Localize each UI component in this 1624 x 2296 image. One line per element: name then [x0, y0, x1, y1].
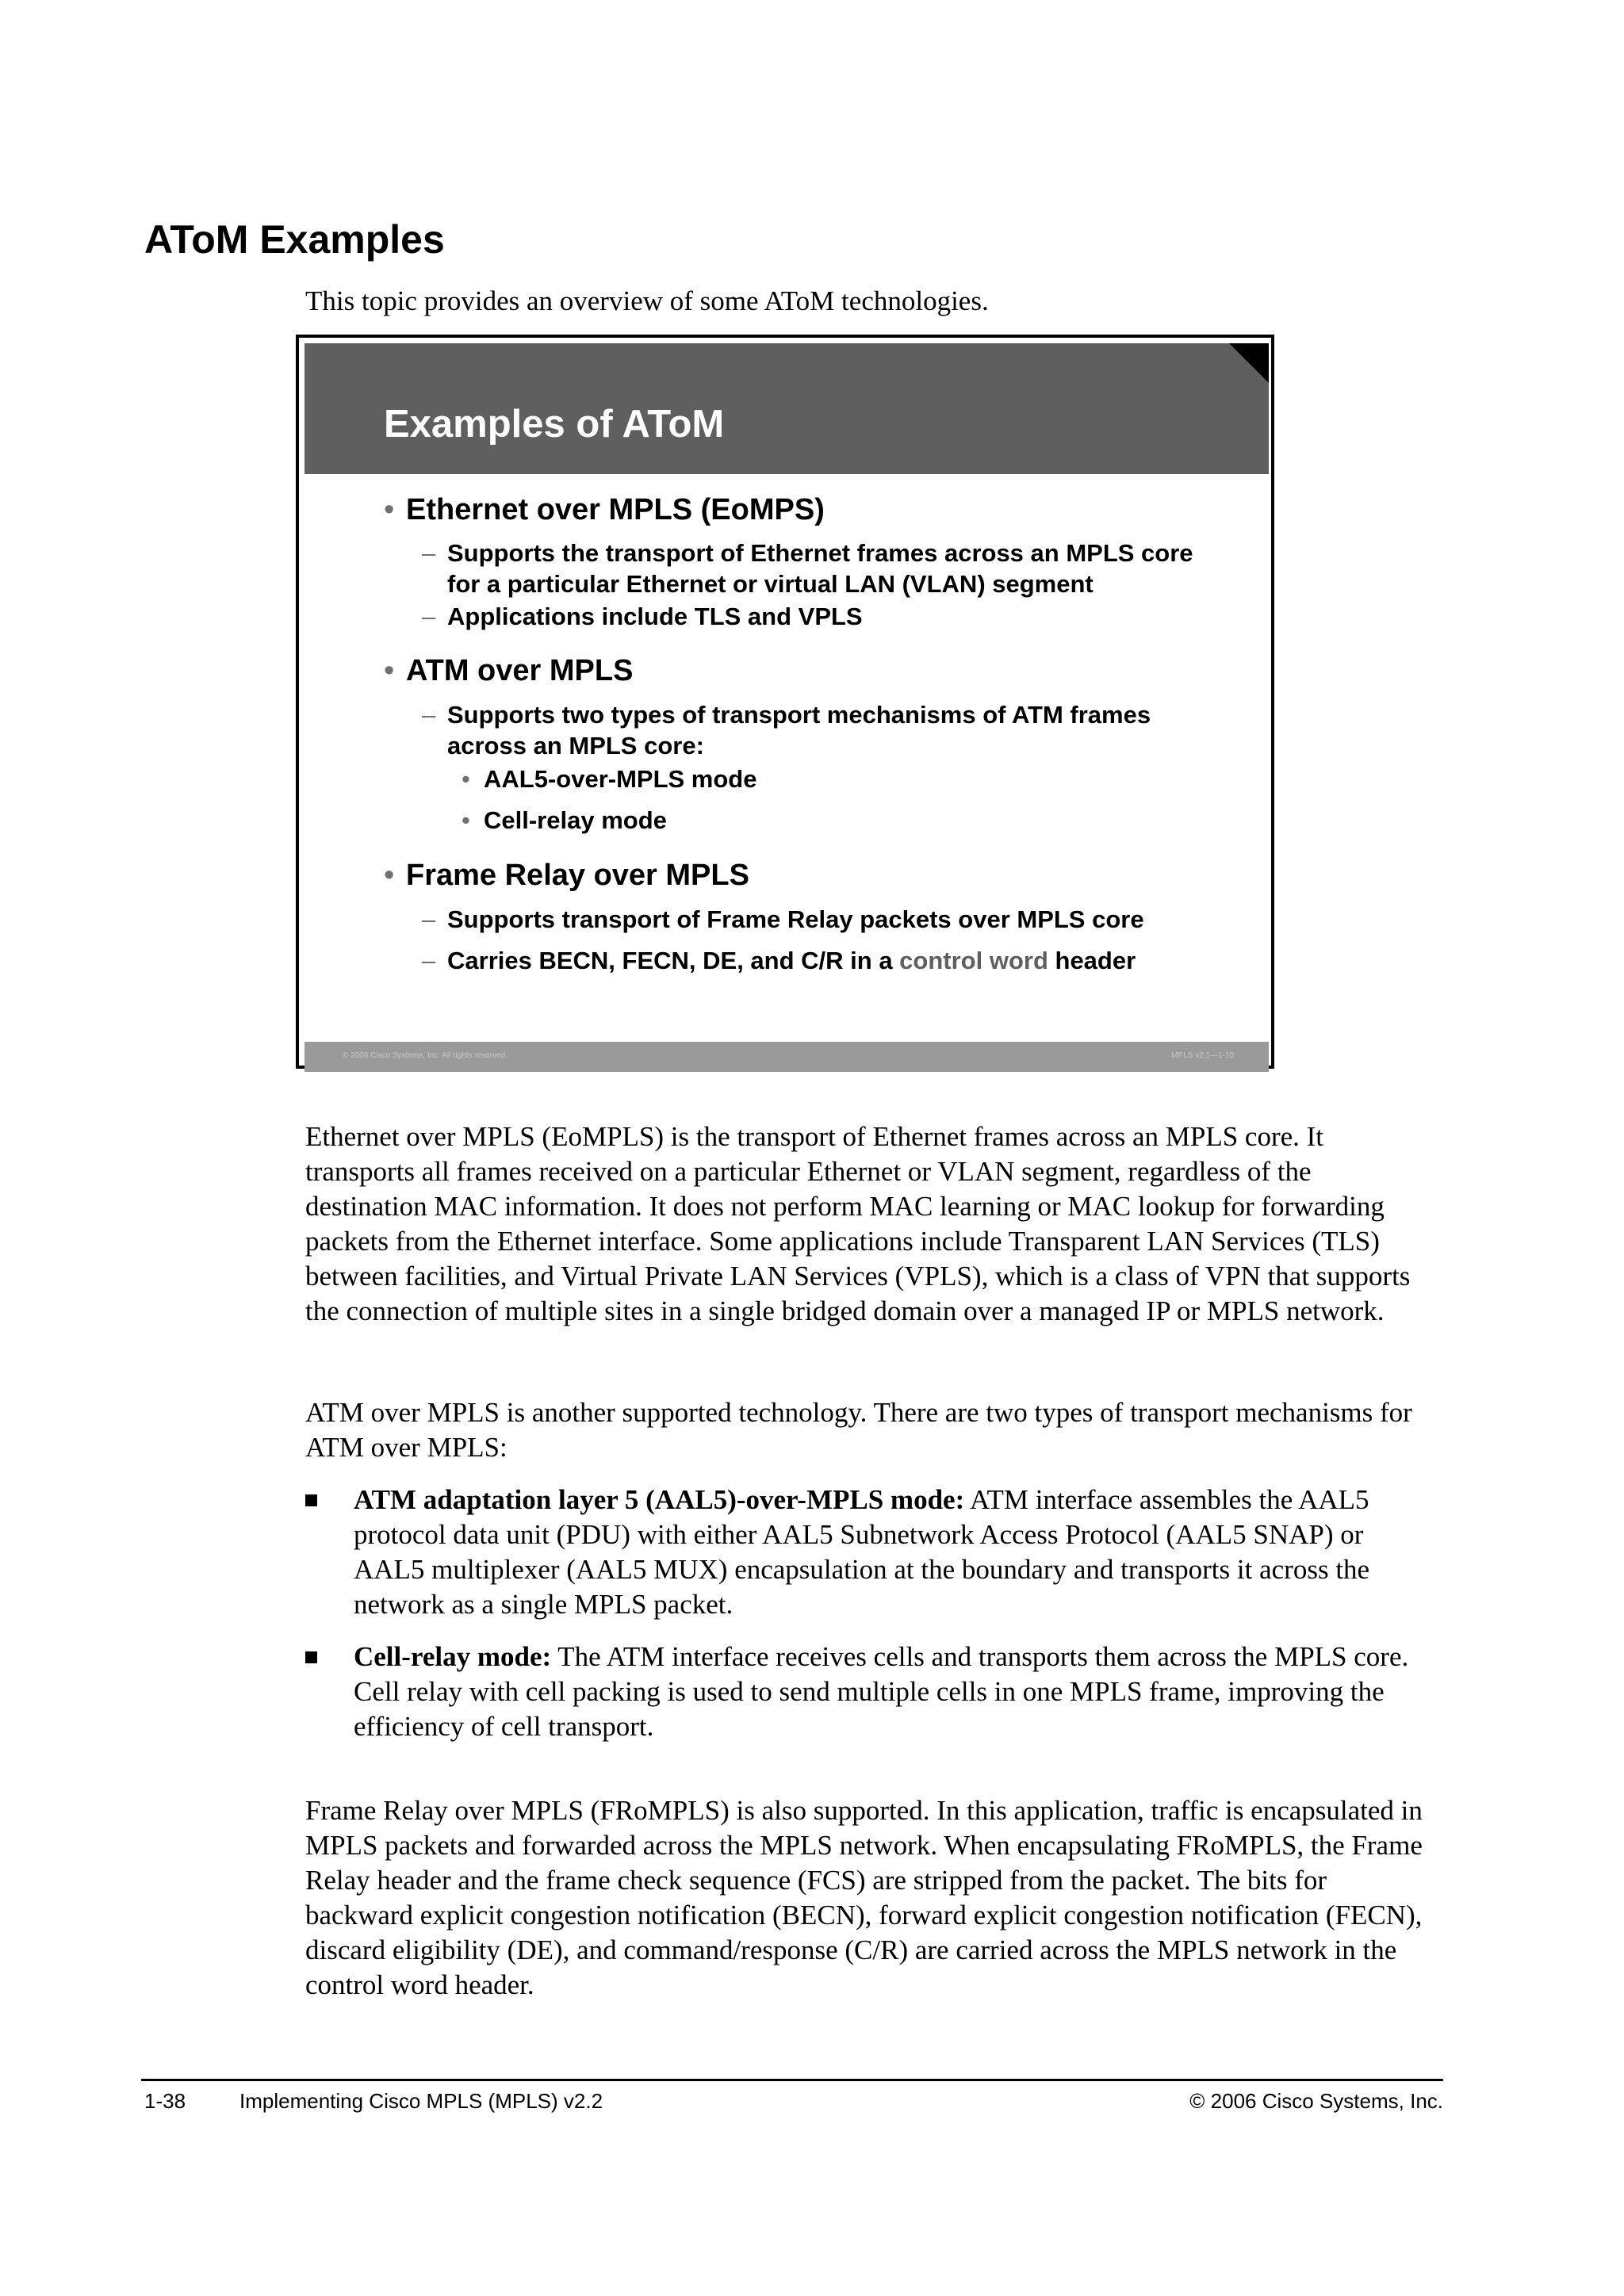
slide-subbullet: – Carries BECN, FECN, DE, and C/R in a control word header: [422, 947, 1136, 974]
list-item: Cell-relay mode: The ATM interface receives cells and transports them across the MPLS core. Cell relay with cell packing is used to send multiple cells in one MPLS frame, improving the efficiency of cell transport.: [305, 1640, 1439, 1744]
highlight-term: control word: [899, 947, 1048, 974]
slide-copyright: © 2006 Cisco Systems, Inc. All rights reserved.: [343, 1051, 508, 1060]
page-number: 1-38: [144, 2089, 186, 2113]
book-title: Implementing Cisco MPLS (MPLS) v2.2: [239, 2089, 603, 2113]
slide-title-bar: [304, 343, 1269, 474]
dash-icon: –: [422, 947, 436, 974]
slide-code: MPLS v2.1—1-10: [1171, 1051, 1234, 1060]
footer-divider: [141, 2079, 1443, 2081]
dash-icon: –: [422, 905, 436, 933]
slide-subbullet: – Applications include TLS and VPLS: [422, 603, 863, 630]
intro-text: This topic provides an overview of some AToM technologies.: [305, 285, 989, 316]
slide-bullet-label: Frame Relay over MPLS: [406, 859, 749, 892]
paragraph-fr: Frame Relay over MPLS (FRoMPLS) is also supported. In this application, traffic is encapsulated in MPLS packets and forwarded across the MPLS network. When encapsulating FRoMPLS, the Frame Relay header and the frame check sequence (FCS) are stripped from the packet. The bits for backward explicit congestion notification (BECN), forward explicit congestion notification (FECN), discard eligibility (DE), and command/response (C/R) are carried across the MPLS network in the control word header.: [305, 1795, 1423, 2000]
corner-triangle-icon: [1229, 343, 1269, 383]
slide-subbullet: – Supports the transport of Ethernet frames across an MPLS core for a particular Ethernet or virtual LAN (VLAN) segment: [422, 539, 1193, 598]
page-copyright: © 2006 Cisco Systems, Inc.: [1189, 2089, 1443, 2113]
dash-icon: –: [422, 603, 436, 630]
square-bullet-icon: [305, 1651, 317, 1663]
page-title: AToM Examples: [144, 217, 445, 262]
bullet-dot-icon: •: [462, 806, 470, 834]
slide-bullet-label: ATM over MPLS: [406, 654, 634, 687]
slide-bullet: [384, 857, 749, 894]
slide-bullet-label: Ethernet over MPLS (EoMPS): [406, 493, 825, 526]
bullet-dot-icon: •: [462, 765, 470, 793]
dash-icon: –: [422, 701, 436, 729]
list-item: ATM adaptation layer 5 (AAL5)-over-MPLS mode: ATM interface assembles the AAL5 protocol data unit (PDU) with either AAL5 Subnetwork Access Protocol (AAL5 SNAP) or AAL5 multiplexer (AAL5 MUX) encapsulation at the boundary and transports it across the network as a single MPLS packet.: [305, 1483, 1439, 1622]
slide-subbullet: – Supports transport of Frame Relay packets over MPLS core: [422, 905, 1144, 933]
paragraph-eompls: Ethernet over MPLS (EoMPLS) is the transport of Ethernet frames across an MPLS core. It transports all frames received on a particular Ethernet or VLAN segment, regardless of the destination MAC information. It does not perform MAC learning or MAC lookup for forwarding packets from the Ethernet interface. Some applications include Transparent LAN Services (TLS) between facilities, and Virtual Private LAN Services (VPLS), which is a class of VPN that supports the connection of multiple sites in a single bridged domain over a managed IP or MPLS network.: [305, 1121, 1411, 1326]
slide-footer: [304, 1042, 1269, 1072]
slide-bullet: [384, 652, 633, 689]
dash-icon: –: [422, 539, 436, 567]
slide-title: Examples of AToM: [384, 403, 725, 446]
slide-subsubbullet: • AAL5-over-MPLS mode: [462, 765, 757, 793]
square-bullet-icon: [305, 1494, 317, 1506]
slide-bullet: [384, 492, 825, 528]
paragraph-atm: ATM over MPLS is another supported technology. There are two types of transport mechanisms for ATM over MPLS:: [305, 1397, 1412, 1463]
slide-subbullet: – Supports two types of transport mechanisms of ATM frames across an MPLS core:: [422, 701, 1151, 760]
bullet-dot-icon: •: [384, 859, 395, 892]
slide-subsubbullet: • Cell-relay mode: [462, 806, 667, 834]
bullet-dot-icon: •: [384, 493, 395, 526]
slide-figure: [296, 335, 1274, 1069]
bullet-dot-icon: •: [384, 654, 395, 687]
